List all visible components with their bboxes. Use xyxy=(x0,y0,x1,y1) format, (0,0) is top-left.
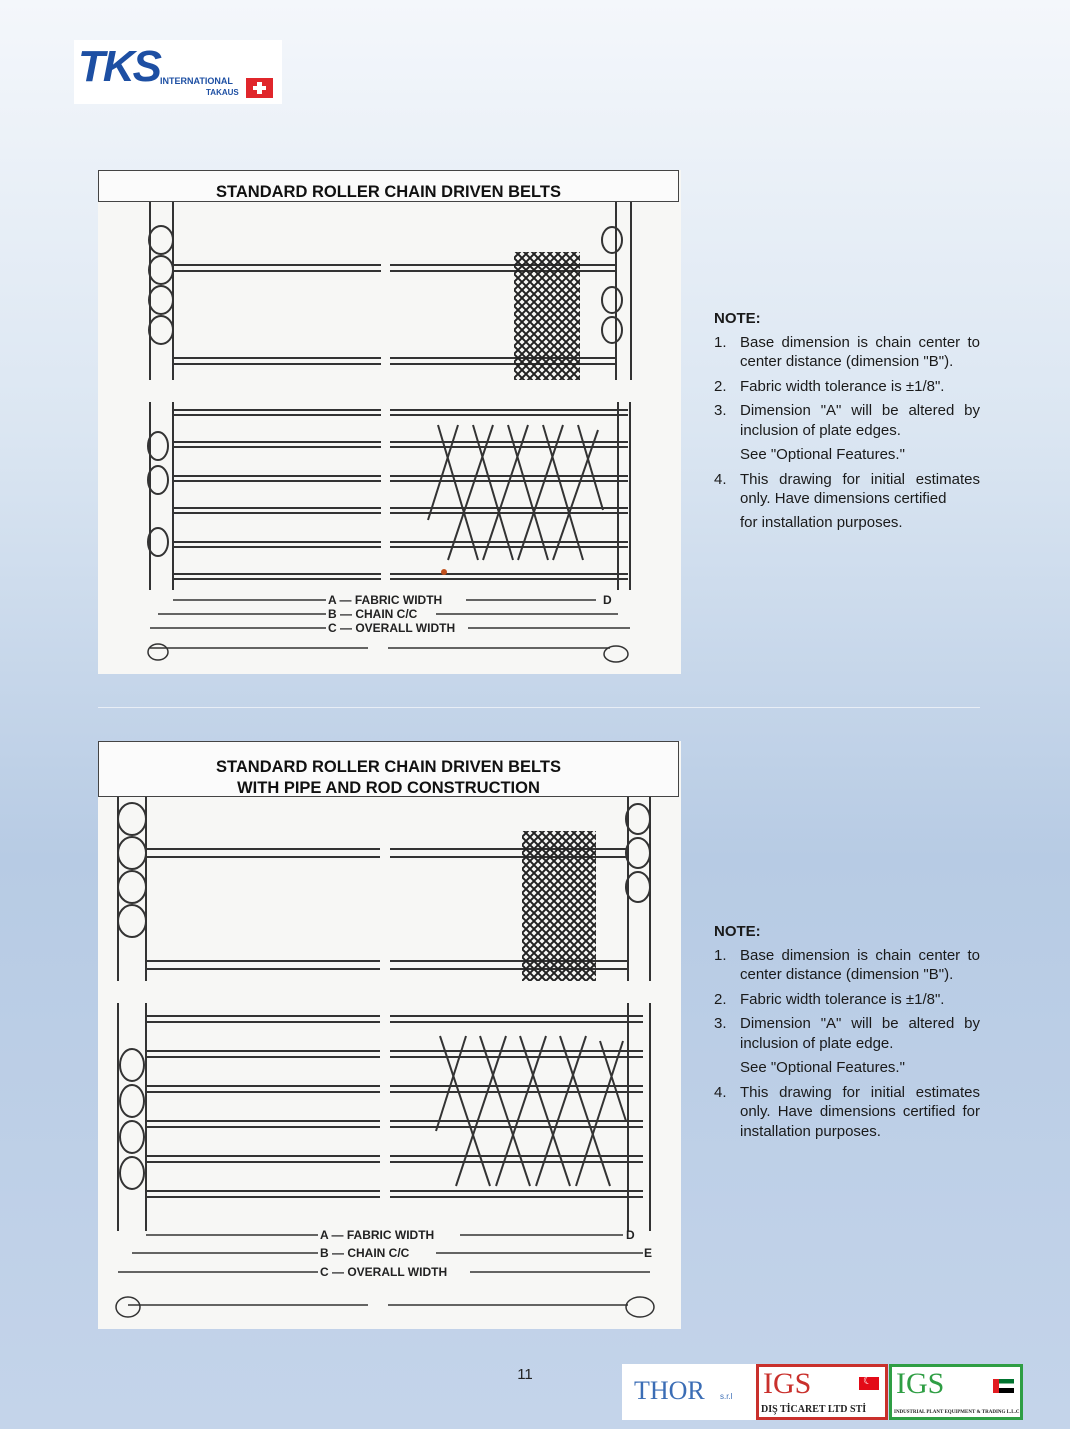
figure-2-title-line-2: WITH PIPE AND ROD CONSTRUCTION xyxy=(237,779,540,797)
dimension-label-a: A — FABRIC WIDTH xyxy=(328,593,443,607)
note-1-item-2 xyxy=(714,377,980,397)
figure-1-title-text: STANDARD ROLLER CHAIN DRIVEN BELTS xyxy=(216,183,561,201)
note-number: 1. xyxy=(714,946,727,964)
note-number: 4. xyxy=(714,470,727,488)
section-divider xyxy=(98,707,980,708)
note-text: Fabric width tolerance is ±1/8". xyxy=(740,990,945,1008)
note-2-heading: NOTE: xyxy=(714,923,761,940)
dimension-label-b: B — CHAIN C/C xyxy=(328,607,418,621)
igs-turkey-wordmark: IGS xyxy=(763,1367,812,1400)
note-number: 3. xyxy=(714,402,727,419)
figure-1-title xyxy=(98,170,679,202)
note-number: 2. xyxy=(714,377,727,395)
note-1-item-4-continued: for installation purposes. xyxy=(740,513,903,531)
note-1-item-4 xyxy=(714,470,980,509)
swiss-flag-icon xyxy=(246,78,273,98)
note-1-item-3 xyxy=(714,401,980,440)
figure-standard-belts xyxy=(98,170,681,674)
note-text: Base dimension is chain center to center distance (dimension "B"). xyxy=(740,946,980,983)
thor-wordmark: THOR xyxy=(634,1376,705,1405)
note-2-item-3-continued: See "Optional Features." xyxy=(740,1059,905,1076)
note-block-1 xyxy=(714,309,980,537)
figure-pipe-rod-belts xyxy=(98,741,681,1329)
company-logo xyxy=(74,40,282,104)
note-text: Base dimension is chain center to center distance (dimension "B"). xyxy=(740,333,980,370)
thor-subtitle: s.r.l xyxy=(720,1392,733,1401)
uae-flag-icon xyxy=(993,1379,1014,1393)
dimension-label-b: B — CHAIN C/C xyxy=(320,1246,410,1260)
logo-subtitle-takaus: TAKAUS xyxy=(206,88,239,97)
note-1-item-1 xyxy=(714,333,980,372)
note-1-item-3-continued: See "Optional Features." xyxy=(740,446,905,463)
note-block-2 xyxy=(714,922,980,1146)
note-number: 1. xyxy=(714,333,727,351)
igs-uae-wordmark: IGS xyxy=(896,1367,945,1400)
note-text: Dimension "A" will be altered by inclusion of plate edge. xyxy=(740,1015,980,1052)
figure-2-title xyxy=(98,741,679,797)
igs-uae-subtitle: INDUSTRIAL PLANT EQUIPMENT & TRADING L.L.C xyxy=(894,1410,1020,1415)
turkey-flag-icon xyxy=(859,1377,879,1390)
page-number: 11 xyxy=(517,1366,533,1383)
dimension-label-c: C — OVERALL WIDTH xyxy=(328,621,456,635)
thor-logo xyxy=(622,1364,756,1420)
dimension-label-d: D xyxy=(603,593,612,607)
dimension-label-d: D xyxy=(626,1228,635,1242)
note-number: 4. xyxy=(714,1083,727,1101)
figure-2-drawing xyxy=(98,741,681,1329)
note-2-item-1 xyxy=(714,946,980,985)
note-number: 3. xyxy=(714,1015,727,1032)
igs-turkey-logo xyxy=(756,1364,888,1420)
logo-wordmark: TKS xyxy=(78,42,160,91)
note-1-heading: NOTE: xyxy=(714,310,761,327)
note-text: This drawing for initial estimates only. Have dimensions certified for installation purposes. xyxy=(740,1083,980,1140)
dimension-label-a: A — FABRIC WIDTH xyxy=(320,1228,435,1242)
note-text: This drawing for initial estimates only. Have dimensions certified xyxy=(740,470,980,507)
figure-2-title-line-1: STANDARD ROLLER CHAIN DRIVEN BELTS xyxy=(216,758,561,776)
dimension-label-e: E xyxy=(644,1246,653,1260)
note-2-item-3 xyxy=(714,1014,980,1053)
note-text: Dimension "A" will be altered by inclusion of plate edges. xyxy=(740,402,980,439)
figure-1-drawing xyxy=(98,170,681,674)
logo-subtitle-international: INTERNATIONAL xyxy=(160,76,233,86)
note-2-item-4 xyxy=(714,1083,980,1142)
dimension-label-c: C — OVERALL WIDTH xyxy=(320,1265,448,1279)
note-number: 2. xyxy=(714,990,727,1008)
igs-uae-logo xyxy=(889,1364,1023,1420)
igs-turkey-subtitle: DIŞ TİCARET LTD STİ xyxy=(761,1404,867,1415)
note-2-item-2 xyxy=(714,990,980,1010)
note-text: Fabric width tolerance is ±1/8". xyxy=(740,377,945,395)
